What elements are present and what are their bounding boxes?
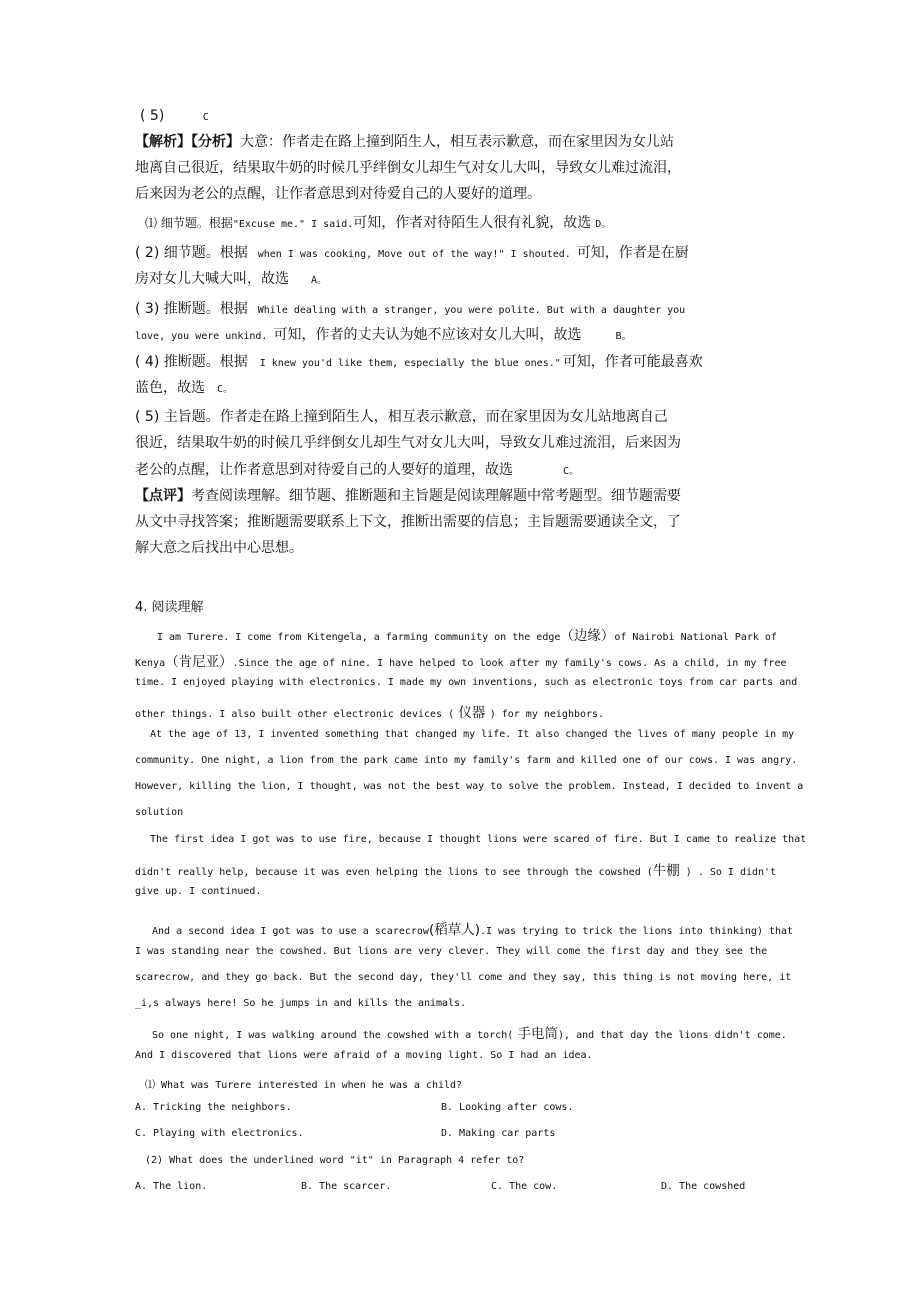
passage-p4-line-2: I was standing near the cowshed. But lions are very clever. They will come the first day and they see the — [135, 946, 768, 957]
passage-p3-line-3: give up. I continued. — [135, 886, 262, 897]
answer-2-line-2-text: 房对女儿大喊大叫，故选 — [135, 271, 289, 287]
p4-text-b: .I was trying to trick the lions into thinking) that — [480, 926, 794, 937]
question-1-option-b: B. Looking after cows. — [441, 1102, 574, 1113]
passage-p2-line-1: At the age of 13, I invented something that changed my life. It also changed the lives of many people in my — [150, 729, 795, 740]
question-1-stem: ⑴ What was Turere interested in when he was a child? — [145, 1080, 463, 1091]
answer-5-choice: C。 — [563, 466, 580, 477]
answer-4-choice: C。 — [217, 384, 234, 395]
answer-1-prefix: ⑴ 细节题。根据 — [145, 216, 233, 230]
comment-line-3: 解大意之后找出中心思想。 — [135, 540, 303, 556]
answer-4-line-2 — [135, 377, 233, 397]
answer-3-choice: B。 — [615, 331, 632, 342]
summary-text: 大意：作者走在路上撞到陌生人，相互表示歉意，而在家里因为女儿站 — [240, 134, 674, 150]
passage-p4-line-1 — [152, 918, 793, 938]
answer-1-choice: D。 — [595, 219, 612, 230]
question-2-option-c: C. The cow. — [491, 1181, 558, 1192]
passage-p2-line-2: community. One night, a lion from the park came into my family's farm and killed one of our cows. I was angry. — [135, 755, 798, 766]
comment-tag: 【点评】 — [135, 488, 191, 504]
answer-5-line-3-text: 老公的点醒，让作者意思到对待爱自己的人要好的道理，故选 — [135, 462, 513, 478]
p1-text-b: of Nairobi National Park of — [614, 632, 777, 643]
p3-gloss-cowshed: 牛棚 — [652, 863, 680, 879]
passage-p1-line-2 — [135, 650, 787, 670]
analysis-summary-line-1 — [135, 131, 674, 151]
q5-answer: C — [202, 112, 209, 123]
answer-3-prefix: ( 3) 推断题。根据 — [135, 301, 248, 317]
comment-text: 考查阅读理解。细节题、推断题和主旨题是阅读理解题中常考题型。细节题需要 — [191, 488, 681, 504]
passage-p5-line-1 — [152, 1022, 787, 1042]
answer-2-prefix: ( 2) 细节题。根据 — [135, 245, 248, 261]
p1-text-d: other things. I also built other electronic devices ( — [135, 709, 455, 720]
summary-tag: 【分析】 — [191, 134, 240, 150]
answer-5-line-2: 很近，结果取牛奶的时候几乎绊倒女儿却生气对女儿大叫，导致女儿难过流泪，后来因为 — [135, 435, 681, 451]
question-2-stem: (2) What does the underlined word "it" in Paragraph 4 refer to? — [145, 1155, 525, 1166]
question-1-option-d: D. Making car parts — [441, 1128, 556, 1139]
question-1-option-c: C. Playing with electronics. — [135, 1128, 304, 1139]
question-1-option-a: A. Tricking the neighbors. — [135, 1102, 292, 1113]
answer-3-text: 可知，作者的丈夫认为她不应该对女儿大叫，故选 — [273, 327, 582, 343]
passage-p1-line-1 — [157, 624, 777, 644]
p1-text-kenya: Kenya — [135, 658, 166, 669]
analysis-summary-line-2: 地离自己很近，结果取牛奶的时候几乎绊倒女儿却生气对女儿大叫，导致女儿难过流泪， — [135, 160, 681, 176]
passage-p1-line-4 — [135, 701, 604, 721]
p5-text-a: So one night, I was walking around the cowshed with a torch( — [152, 1030, 514, 1041]
p1-gloss-kenya: （肯尼亚） — [165, 654, 233, 670]
passage-p2-line-3: However, killing the lion, I thought, was not the best way to solve the problem. Instead, I decided to invent a — [135, 781, 804, 792]
p4-text-a: And a second idea I got was to use a scarecrow — [152, 926, 429, 937]
p1-gloss-edge: （边缘） — [560, 628, 615, 644]
passage-p5-line-2: And I discovered that lions were afraid of a moving light. So I had an idea. — [135, 1050, 593, 1061]
answer-3-quote-2: love, you were unkind. — [135, 331, 268, 342]
question-2-option-a: A. The lion. — [135, 1181, 208, 1192]
p1-gloss-device: 仪器 — [454, 705, 490, 721]
passage-p2-line-4: solution — [135, 807, 184, 818]
p3-text-b: ) . So I didn't — [679, 867, 777, 878]
question-2-option-d: D. The cowshed — [661, 1181, 746, 1192]
answer-2-quote: when I was cooking, Move out of the way!" I shouted. — [257, 249, 571, 260]
p1-text-a: I am Turere. I come from Kitengela, a farming community on the edge — [157, 632, 561, 643]
p4-gloss-scarecrow: (稻草人) — [428, 922, 480, 938]
answer-3-line-2 — [135, 324, 631, 344]
answer-2-choice: A。 — [311, 275, 328, 286]
p1-text-e: ) for my neighbors. — [489, 709, 605, 720]
answer-1-quote: "Excuse me." I said. — [232, 219, 354, 230]
comment-line-2: 从文中寻找答案；推断题需要联系上下文，推断出需要的信息；主旨题需要通读全文，了 — [135, 514, 681, 530]
answer-3 — [135, 298, 685, 318]
answer-4-quote: I knew you'd like them, especially the blue ones." — [259, 358, 561, 369]
q5-header-line — [140, 108, 209, 124]
answer-5-line-3 — [135, 459, 579, 479]
answer-2-line-2 — [135, 268, 327, 288]
answer-3-quote-1: While dealing with a stranger, you were polite. But with a daughter you — [257, 305, 686, 316]
q5-number: ( 5) — [140, 108, 165, 124]
question-2-option-b: B. The scarcer. — [301, 1181, 392, 1192]
comment-line-1 — [135, 485, 681, 505]
answer-4-text: 可知，作者可能最喜欢 — [562, 354, 703, 370]
p5-text-b: ), and that day the lions didn't come. — [558, 1030, 787, 1041]
p1-text-c: .Since the age of nine. I have helped to look after my family's cows. As a child, in my free — [232, 658, 787, 669]
passage-p1-line-3: time. I enjoyed playing with electronics. I made my own inventions, such as electronic toys from car parts and — [135, 677, 798, 688]
answer-4-line-2-text: 蓝色，故选 — [135, 380, 205, 396]
answer-4 — [135, 351, 703, 371]
analysis-summary-line-3: 后来因为老公的点醒，让作者意思到对待爱自己的人要好的道理。 — [135, 186, 541, 202]
p5-gloss-torch: 手电筒 — [513, 1026, 559, 1042]
answer-1-text: 可知，作者对待陌生人很有礼貌，故选 — [353, 215, 592, 231]
answer-4-prefix: ( 4) 推断题。根据 — [135, 354, 248, 370]
answer-1 — [145, 212, 611, 232]
passage-p3-line-1: The first idea I got was to use fire, because I thought lions were scared of fire. But I came to realize that — [150, 834, 807, 845]
answer-5-line-1: ( 5) 主旨题。作者走在路上撞到陌生人，相互表示歉意，而在家里因为女儿站地离自己 — [135, 409, 668, 425]
answer-2 — [135, 242, 689, 262]
answer-2-text: 可知，作者是在厨 — [576, 245, 689, 261]
p3-text-a: didn't really help, because it was even helping the lions to see through the cowshed ( — [135, 867, 653, 878]
passage-p4-line-4: _i,s always here! So he jumps in and kills the animals. — [135, 998, 467, 1009]
analysis-tag: 【解析】 — [135, 134, 191, 150]
passage-p3-line-2 — [135, 859, 776, 879]
passage-p4-line-3: scarecrow, and they go back. But the second day, they'll come and they say, this thing is not moving here, it — [135, 972, 792, 983]
section-4-heading: 4. 阅读理解 — [135, 600, 204, 615]
